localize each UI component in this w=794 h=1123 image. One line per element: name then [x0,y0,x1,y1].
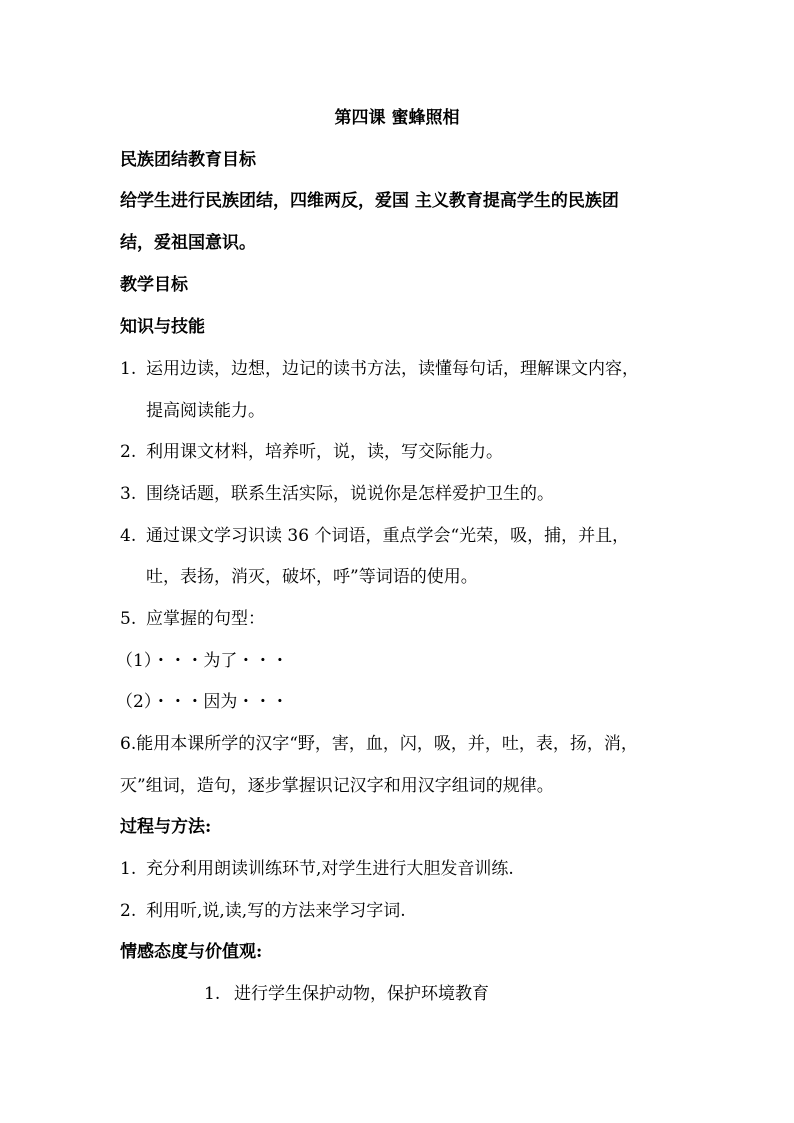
knowledge-item-1: 1. 运用边读，边想，边记的读书方法，读懂每句话，理解课文内容， [120,359,639,379]
knowledge-item-4-continued: 吐，表扬，消灭，破坏，呼”等词语的使用。 [146,567,478,587]
knowledge-item-4: 4. 通过课文学习识读 36 个词语，重点学会“光荣，吸，捕，并且， [120,526,630,546]
heading-emotion-values: 情感态度与价值观: [120,942,263,962]
ethnic-text-line-1: 给学生进行民族团结，四维两反，爱国 主义教育提高学生的民族团 [120,191,619,211]
knowledge-item-6: 6.能用本课所学的汉字“野，害，血，闪，吸，并，吐，表，扬，消， [120,734,638,754]
emotion-item-1: 1. 进行学生保护动物，保护环境教育 [204,984,489,1004]
ethnic-text-line-2: 结，爱祖国意识。 [120,233,256,253]
knowledge-item-1-continued: 提高阅读能力。 [146,401,265,421]
sentence-pattern-2: （2）・・・因为・・・ [116,692,289,712]
knowledge-item-5: 5. 应掌握的句型： [120,609,265,629]
heading-teaching-goals: 教学目标 [120,275,188,295]
knowledge-item-3: 3. 围绕话题，联系生活实际，说说你是怎样爱护卫生的。 [120,484,554,504]
process-item-2: 2. 利用听,说,读,写的方法来学习字词. [120,901,406,921]
lesson-title: 第四课 蜜蜂照相 [334,108,460,128]
heading-process-methods: 过程与方法: [120,817,212,837]
heading-ethnic-unity: 民族团结教育目标 [120,150,256,170]
sentence-pattern-1: （1）・・・为了・・・ [116,651,289,671]
knowledge-item-2: 2. 利用课文材料，培养听，说，读，写交际能力。 [120,442,503,462]
process-item-1: 1. 充分利用朗读训练环节,对学生进行大胆发音训练. [120,859,514,879]
knowledge-item-6-continued: 灭”组词，造句，逐步掌握识记汉字和用汉字组词的规律。 [120,776,554,796]
heading-knowledge-skills: 知识与技能 [120,317,205,337]
